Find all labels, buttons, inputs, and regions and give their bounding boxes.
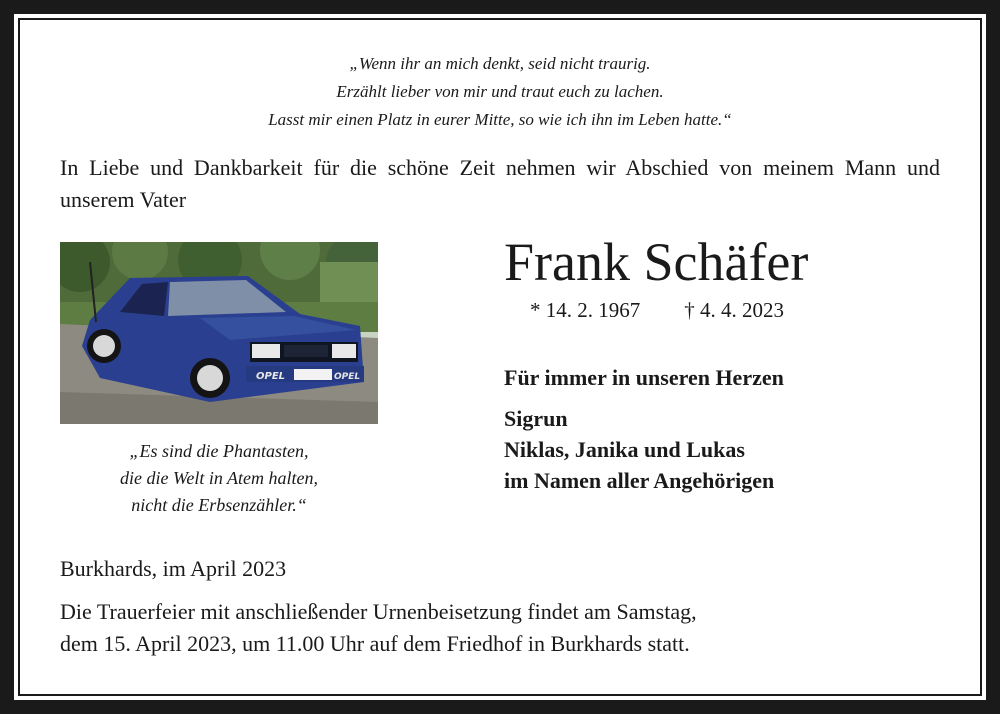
motto-line: Lasst mir einen Platz in eurer Mitte, so wie ich ihn im Leben hatte.“ <box>268 110 732 129</box>
death-date: † 4. 4. 2023 <box>684 298 784 322</box>
intro-text: In Liebe und Dankbarkeit für die schöne Zeit nehmen wir Abschied von meinem Mann und unserem Vater <box>60 155 940 212</box>
birth-date: * 14. 2. 1967 <box>530 298 641 322</box>
mourner-line: Sigrun <box>504 406 568 431</box>
motto-quote <box>20 50 980 134</box>
life-dates <box>530 296 784 324</box>
car-quote-line: die die Welt in Atem halten, <box>120 468 318 488</box>
side-badge: OPEL <box>334 372 361 382</box>
tagline: Für immer in unseren Herzen <box>504 365 784 390</box>
motto-line: „Wenn ihr an mich denkt, seid nicht traurig. <box>349 54 651 73</box>
car-quote <box>60 438 378 519</box>
mourner-line: Niklas, Janika und Lukas <box>504 437 745 462</box>
front-badge: OPEL <box>256 371 286 382</box>
car-photo-illustration <box>60 242 378 424</box>
mourners-block <box>504 362 784 496</box>
mourner-line: im Namen aller Angehörigen <box>504 468 775 493</box>
motto-line: Erzählt lieber von mir und traut euch zu lachen. <box>336 82 664 101</box>
car-photo <box>60 242 378 424</box>
ceremony-line: dem 15. April 2023, um 11.00 Uhr auf dem Friedhof in Burkhards statt. <box>60 631 690 656</box>
place-date: Burkhards, im April 2023 <box>60 556 287 581</box>
deceased-name: Frank Schäfer <box>504 232 809 292</box>
inner-border <box>18 18 982 696</box>
ceremony-info <box>60 596 697 660</box>
car-quote-line: „Es sind die Phantasten, <box>129 441 309 461</box>
ceremony-line: Die Trauerfeier mit anschließender Urnenbeisetzung findet am Samstag, <box>60 599 697 624</box>
car-quote-line: nicht die Erbsenzähler.“ <box>131 495 307 515</box>
